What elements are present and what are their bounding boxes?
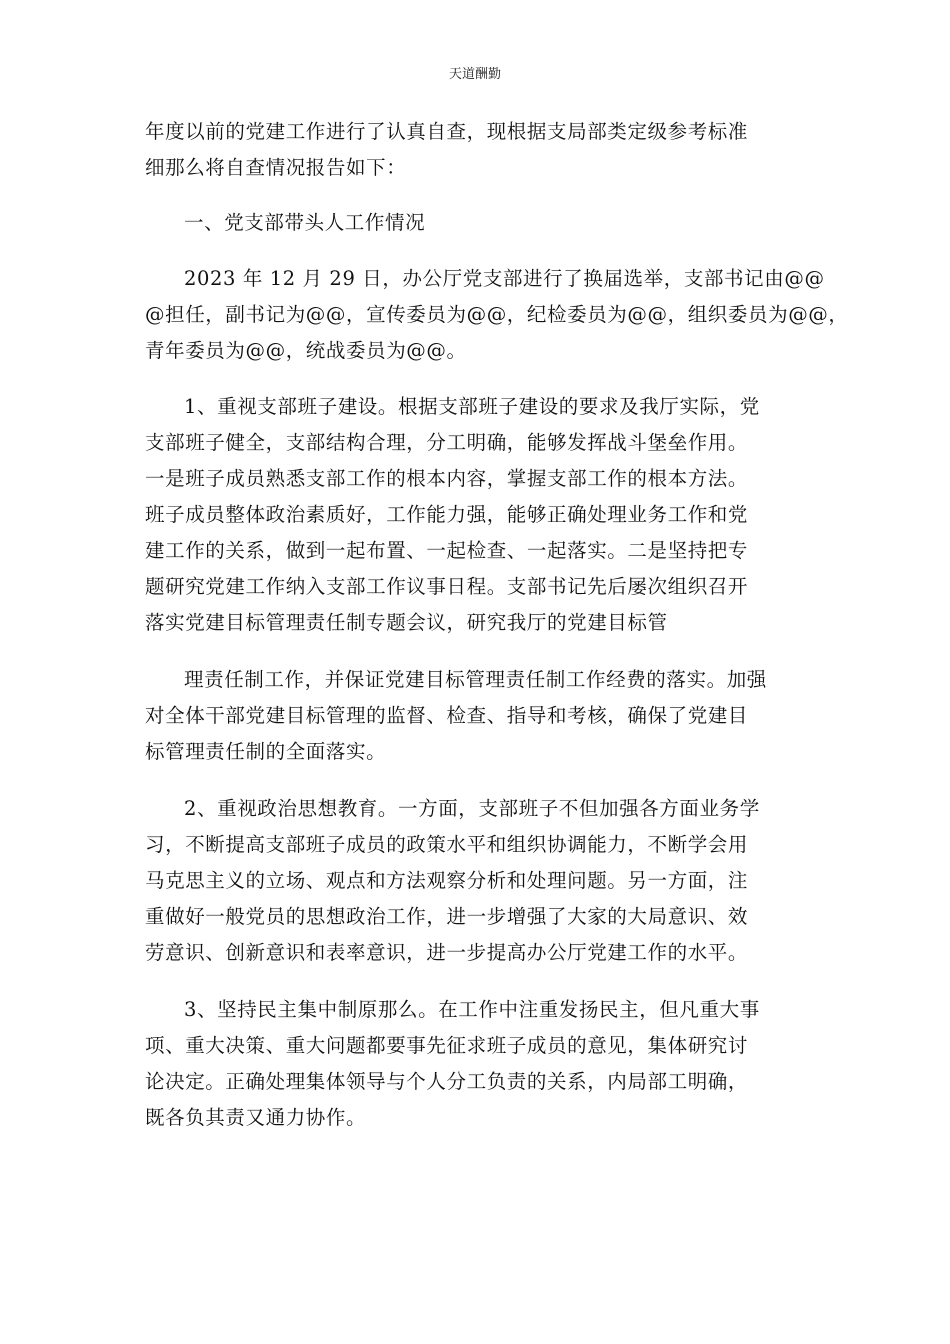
- item-2-line-2: 习，不断提高支部班子成员的政策水平和组织协调能力，不断学会用: [145, 833, 749, 856]
- intro-line-1: 年度以前的党建工作进行了认真自查，现根据支局部类定级参考标准: [145, 120, 749, 143]
- item-1-continuation-paragraph: [145, 662, 810, 770]
- item-1-line-3: 一是班子成员熟悉支部工作的根本内容，掌握支部工作的根本方法。: [145, 467, 749, 490]
- item-3-line-1: 3、坚持民主集中制原那么。在工作中注重发扬民主，但凡重大事: [184, 998, 760, 1021]
- item-1-line-2: 支部班子健全，支部结构合理，分工明确，能够发挥战斗堡垒作用。: [145, 431, 749, 454]
- item-1-line-4: 班子成员整体政治素质好，工作能力强，能够正确处理业务工作和党: [145, 503, 749, 526]
- section-1-title: 一、党支部带头人工作情况: [184, 211, 426, 234]
- item-2-paragraph: [145, 791, 810, 971]
- item-1-line-1: 1、重视支部班子建设。根据支部班子建设的要求及我厅实际，党: [184, 395, 760, 418]
- intro-line-2: 细那么将自查情况报告如下：: [145, 156, 407, 179]
- item-3-paragraph: [145, 992, 810, 1136]
- item-2-line-3: 马克思主义的立场、观点和方法观察分析和处理问题。另一方面，注: [145, 869, 749, 892]
- item-2-line-4: 重做好一般党员的思想政治工作，进一步增强了大家的大局意识、效: [145, 905, 749, 928]
- item-1-line-7: 落实党建目标管理责任制专题会议，研究我厅的党建目标管: [145, 611, 668, 634]
- item-3-line-4: 既各负其责又通力协作。: [145, 1106, 367, 1129]
- intro-paragraph: [145, 114, 810, 186]
- election-line-2: @担任，副书记为@@，宣传委员为@@，纪检委员为@@，组织委员为@@，: [145, 303, 849, 326]
- document-body: [145, 114, 849, 1136]
- item-1-line-5: 建工作的关系，做到一起布置、一起检查、一起落实。二是坚持把专: [145, 539, 749, 562]
- election-line-1: 2023 年 12 月 29 日，办公厅党支部进行了换届选举，支部书记由@@: [184, 267, 825, 290]
- item-1-cont-line-2: 对全体干部党建目标管理的监督、检查、指导和考核，确保了党建目: [145, 704, 749, 727]
- item-1-cont-line-1: 理责任制工作，并保证党建目标管理责任制工作经费的落实。加强: [184, 668, 767, 691]
- item-3-line-2: 项、重大决策、重大问题都要事先征求班子成员的意见，集体研究讨: [145, 1034, 749, 1057]
- item-3-line-3: 论决定。正确处理集体领导与个人分工负责的关系，内局部工明确，: [145, 1070, 749, 1093]
- page-header: 天道酬勤: [448, 67, 501, 82]
- item-1-cont-line-3: 标管理责任制的全面落实。: [145, 740, 387, 763]
- item-1-paragraph: [145, 389, 810, 641]
- election-line-3: 青年委员为@@，统战委员为@@。: [145, 339, 467, 362]
- election-paragraph: [145, 261, 849, 369]
- item-2-line-1: 2、重视政治思想教育。一方面，支部班子不但加强各方面业务学: [184, 797, 760, 820]
- item-2-line-5: 劳意识、创新意识和表率意识，进一步提高办公厅党建工作的水平。: [145, 941, 749, 964]
- item-1-line-6: 题研究党建工作纳入支部工作议事日程。支部书记先后屡次组织召开: [145, 575, 749, 598]
